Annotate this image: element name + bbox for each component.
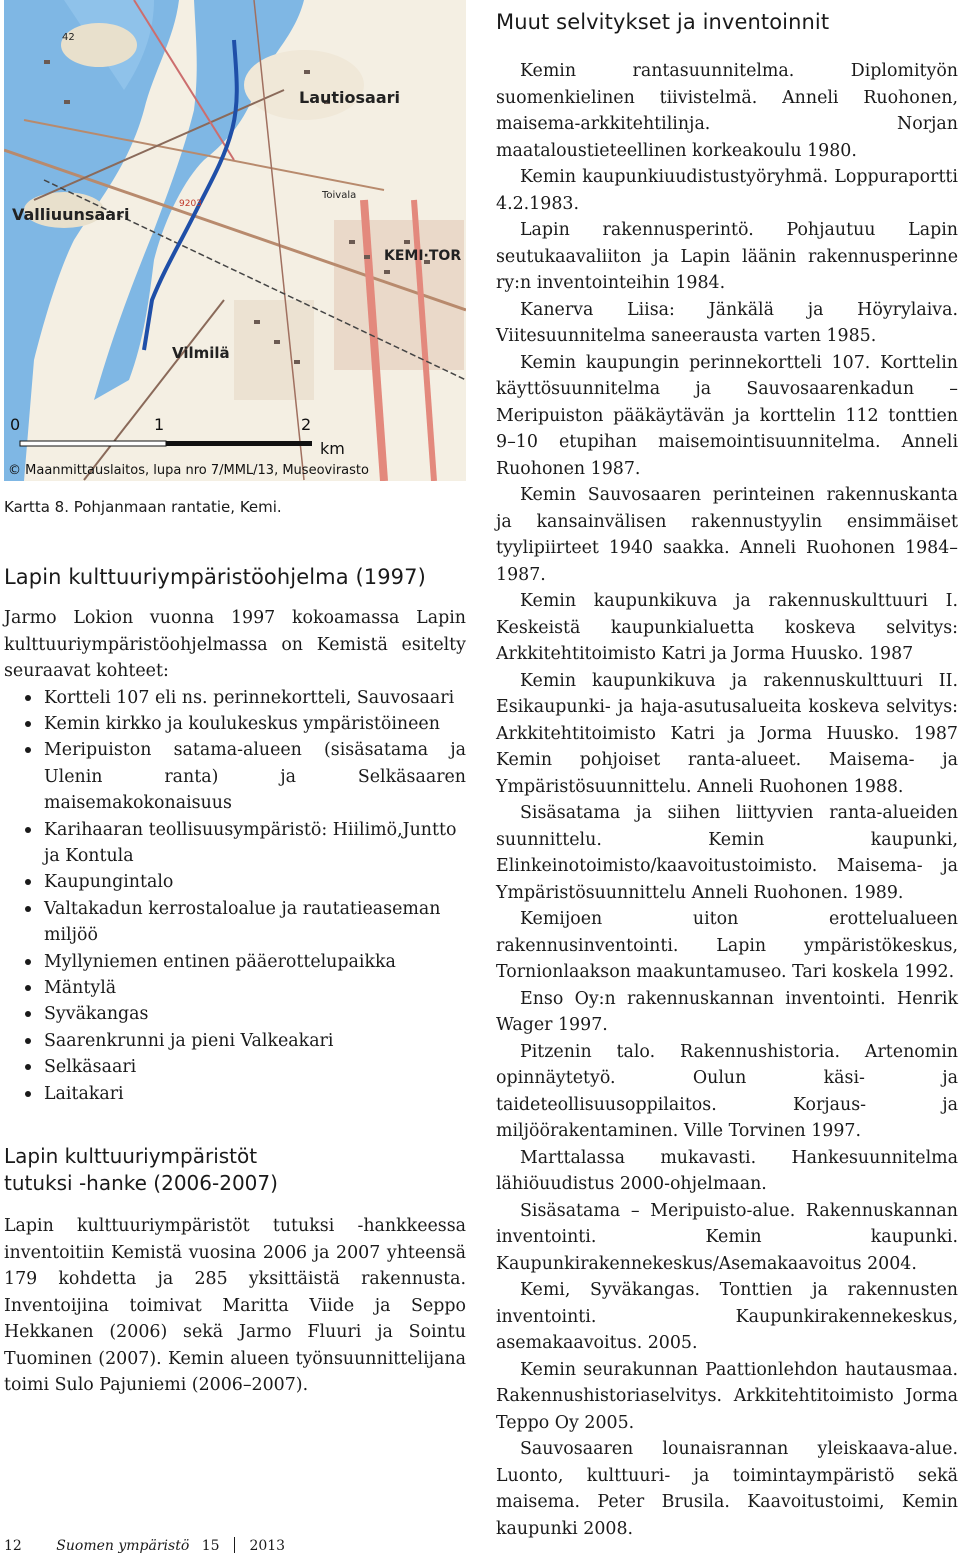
reference-entry: Kemin Sauvosaaren perinteinen rakennuskanta ja kansainvälisen rakennustyylin ensimmäiset tyylipiirteet 1940 saakka. Anneli Ruohonen 1984–1987. — [496, 485, 958, 585]
list-item: Karihaaran teollisuusympäristö: Hiilimö,Juntto ja Kontula — [4, 817, 466, 870]
publication-name: Suomen ympäristö — [56, 1538, 190, 1554]
reference-entry: Kemijoen uiton erottelualueen rakennusinventointi. Lapin ympäristökeskus, Tornionlaakson maakuntamuseo. Tari koskela 1992. — [496, 909, 958, 982]
list-item: Kaupungintalo — [4, 869, 466, 895]
scale-one: 1 — [154, 415, 165, 434]
bullet-icon — [25, 1011, 31, 1017]
section2-title-line1: Lapin kulttuuriympäristöt — [4, 1144, 258, 1168]
list-item: Mäntylä — [4, 975, 466, 1001]
reference-entry: Enso Oy:n rakennuskannan inventointi. Henrik Wager 1997. — [496, 988, 958, 1035]
reference-entry: Lapin rakennusperintö. Pohjautuu Lapin seutukaavaliiton ja Lapin läänin rakennusperinne ry:n inventointeihin 1984. — [496, 220, 958, 293]
section3-title: Muut selvitykset ja inventoinnit — [496, 10, 830, 34]
bullet-icon — [25, 1064, 31, 1070]
section-kulttuuriymparistoohjelma — [4, 565, 466, 1107]
list-item: Valtakadun kerrostaloalue ja rautatieaseman miljöö — [4, 896, 466, 949]
list-item: Laitakari — [4, 1081, 466, 1107]
section1-intro: Jarmo Lokion vuonna 1997 kokoamassa Lapin kulttuuriympäristöohjelmassa on Kemistä esitelty seuraavat kohteet: — [4, 608, 466, 681]
list-item: Saarenkrunni ja pieni Valkeakari — [4, 1028, 466, 1054]
reference-entry: Kemin kaupunkikuva ja rakennuskulttuuri I. Keskeistä kaupunkialuetta koskeva selvitys: Arkkitehtitoimisto Katri ja Jorma Huusko. 1987 — [496, 591, 958, 664]
reference-entry: Pitzenin talo. Rakennushistoria. Artenomin opinnäytetyö. Oulun käsi- ja taideteollisuusoppilaitos. Korjaus- ja miljöörakentaminen. Ville Torvinen 1997. — [496, 1041, 958, 1141]
footer-divider — [234, 1537, 235, 1553]
section-tutuksi-hanke — [4, 1143, 466, 1399]
map-label-lautiosaari: Lautiosaari — [299, 88, 400, 107]
bullet-icon — [25, 959, 31, 965]
issue-number: 15 — [201, 1538, 220, 1554]
section2-body: Lapin kulttuuriympäristöt tutuksi -hankkeessa inventoitiin Kemistä vuosina 2006 ja 2007 yhteensä 179 kohdetta ja 285 yksittäistä rakennusta. Inventoijina toimivat Maritta Viide ja Seppo Hekkanen (2006) sekä Jarmo Fluuri ja Sointu Tuominen (2007). Kemin alueen työnsuunnittelijana toimi Sulo Pajuniemi (2006–2007). — [4, 1216, 466, 1395]
bullet-icon — [25, 1038, 31, 1044]
bullet-icon — [25, 879, 31, 885]
section2-title-line2: tutuksi -hanke (2006-2007) — [4, 1171, 278, 1195]
reference-entry: Kemin kaupunkiuudistustyöryhmä. Loppuraportti 4.2.1983. — [496, 167, 958, 214]
page-number: 12 — [4, 1538, 22, 1554]
reference-entry: Kemin seurakunnan Paattionlehdon hautausmaa. Rakennushistoriaselvitys. Arkkitehtitoimisto Jorma Teppo Oy 2005. — [496, 1359, 958, 1433]
reference-entry: Kanerva Liisa: Jänkälä ja Höyrylaiva. Viitesuunnitelma saneerausta varten 1985. — [496, 299, 958, 346]
bullet-icon — [25, 695, 31, 701]
page-footer — [4, 1537, 285, 1554]
map-label-valliuunsaari: Valliuunsaari — [12, 205, 130, 224]
reference-entry: Sisäsatama – Meripuisto-alue. Rakennuskannan inventointi. Kemin kaupunki. Kaupunkirakennekeskus/Asemakaavoitus 2004. — [496, 1200, 958, 1274]
bullet-icon — [25, 1091, 31, 1097]
bullet-icon — [25, 721, 31, 727]
list-item: Kemin kirkko ja koulukeskus ympäristöineen — [4, 711, 466, 737]
map-copyright: © Maanmittauslaitos, lupa nro 7/MML/13, Museovirasto — [8, 463, 369, 478]
map-label-marker: 42 — [62, 32, 75, 43]
map-label-toivala: Toivala — [322, 190, 357, 201]
map-caption: Kartta 8. Pohjanmaan rantatie, Kemi. — [4, 498, 282, 516]
reference-entry: Kemin kaupunkikuva ja rakennuskulttuuri II. Esikaupunki- ja haja-asutusalueita koskeva selvitys: Arkkitehtitoimisto Katri ja Jorma Huusko. 1987 Kemin pohjoiset ranta-alueet. Maisema- ja Ympäristösuunnittelu. Anneli Ruohonen 1988. — [496, 670, 958, 797]
section3-entries — [496, 58, 958, 1542]
map-label-road-number: 9203 — [179, 199, 202, 209]
bullet-icon — [25, 747, 31, 753]
list-item: Selkäsaari — [4, 1054, 466, 1080]
scale-zero: 0 — [10, 415, 21, 434]
list-item: Syväkangas — [4, 1001, 466, 1027]
scale-unit: km — [320, 439, 345, 458]
topographic-map — [4, 0, 466, 481]
map-image — [4, 0, 466, 481]
list-item: Kortteli 107 eli ns. perinnekortteli, Sauvosaari — [4, 685, 466, 711]
bullet-icon — [25, 906, 31, 912]
reference-entry: Kemin kaupungin perinnekortteli 107. Korttelin käyttösuunnitelma ja Sauvosaarenkadun – Meripuiston pääkäytävän ja korttelin 112 tonttien 9–10 etupihan maisemointisuunnitelma. Anneli Ruohonen 1987. — [496, 352, 958, 479]
reference-entry: Sisäsatama ja siihen liittyvien ranta-alueiden suunnittelu. Kemin kaupunki, Elinkeinotoimisto/kaavoitustoimisto. Maisema- ja Ympäristösuunnittelu Anneli Ruohonen. 1989. — [496, 803, 958, 903]
bullet-icon — [25, 985, 31, 991]
scale-two: 2 — [301, 415, 312, 434]
bullet-icon — [25, 827, 31, 833]
reference-entry: Marttalassa mukavasti. Hankesuunnitelma lähiöuudistus 2000-ohjelmaan. — [496, 1147, 958, 1194]
map-label-vilmila: Vilmilä — [172, 344, 230, 362]
map-label-kemi-tor: KEMI·TOR — [384, 248, 462, 264]
list-item: Myllyniemen entinen pääerottelupaikka — [4, 949, 466, 975]
reference-entry: Sauvosaaren lounaisrannan yleiskaava-alue. Luonto, kulttuuri- ja toimintaympäristö sekä maisema. Peter Brusila. Kaavoitustoimi, Kemin kaupunki 2008. — [496, 1439, 958, 1539]
reference-entry: Kemin rantasuunnitelma. Diplomityön suomenkielinen tiivistelmä. Anneli Ruohonen, maisema-arkkitehtilinja. Norjan maataloustieteellinen korkeakoulu 1980. — [496, 61, 958, 161]
publication-year: 2013 — [249, 1538, 286, 1554]
list-item: Meripuiston satama-alueen (sisäsatama ja Ulenin ranta) ja Selkäsaaren maisemakokonaisuus — [4, 737, 466, 816]
reference-entry: Kemi, Syväkangas. Tonttien ja rakennusten inventointi. Kaupunkirakennekeskus, asemakaavoitus. 2005. — [496, 1280, 958, 1353]
section1-list — [4, 685, 466, 1108]
section1-title: Lapin kulttuuriympäristöohjelma (1997) — [4, 565, 426, 589]
